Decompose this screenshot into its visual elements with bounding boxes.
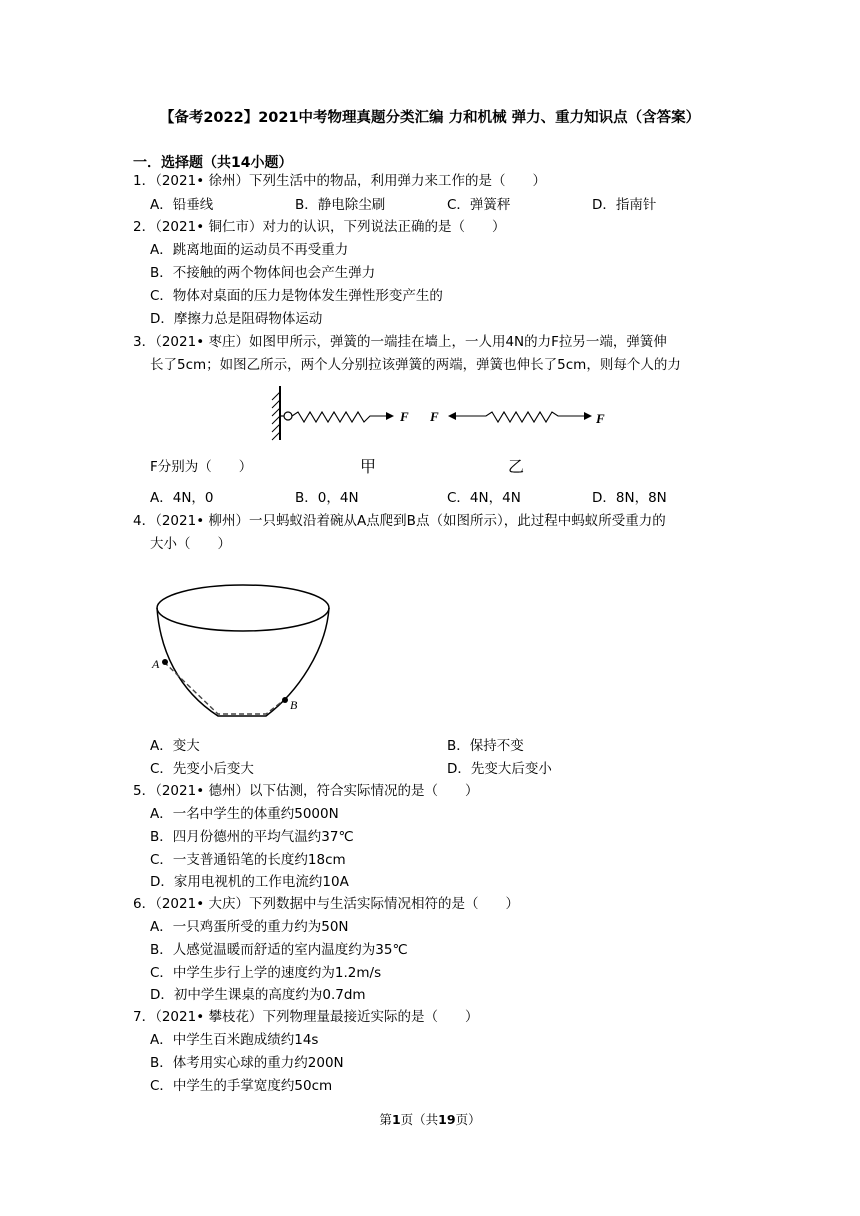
q1-option-b: B．静电除尘刷 bbox=[295, 197, 386, 213]
force-label-jia: F bbox=[400, 409, 409, 424]
figure-label-jia: 甲 bbox=[360, 457, 377, 476]
point-b-label: B bbox=[290, 698, 298, 712]
q6-option-b: B．人感觉温暖而舒适的室内温度约为35℃ bbox=[150, 942, 408, 958]
arrow-icon bbox=[584, 412, 592, 420]
force-label-yi-right: F bbox=[596, 411, 605, 426]
question-3-stem-line2: 长了5cm；如图乙所示，两个人分别拉该弹簧的两端，弹簧也伸长了5cm，则每个人的力 bbox=[150, 357, 681, 373]
section-heading: 一．选择题（共14小题） bbox=[133, 155, 293, 171]
q7-option-c: C．中学生的手掌宽度约50cm bbox=[150, 1078, 333, 1094]
page-footer bbox=[0, 1110, 860, 1128]
point-a-dot bbox=[162, 659, 168, 665]
q4-option-d: D．先变大后变小 bbox=[447, 761, 552, 777]
q2-option-b: B．不接触的两个物体间也会产生弹力 bbox=[150, 265, 376, 281]
q1-option-a: A．铅垂线 bbox=[150, 197, 214, 213]
q7-option-b: B．体考用实心球的重力约200N bbox=[150, 1055, 344, 1071]
question-2-stem: 2．（2021• 铜仁市）对力的认识，下列说法正确的是（ ） bbox=[133, 219, 506, 235]
arrow-icon bbox=[448, 412, 456, 420]
question-5-stem: 5．（2021• 德州）以下估测，符合实际情况的是（ ） bbox=[133, 783, 479, 799]
q1-option-d: D．指南针 bbox=[592, 197, 657, 213]
page-title: 【备考2022】2021中考物理真题分类汇编 力和机械 弹力、重力知识点（含答案） bbox=[159, 110, 701, 126]
question-3-stem-line1: 3．（2021• 枣庄）如图甲所示，弹簧的一端挂在墙上，一人用4N的力F拉另一端，弹簧伸 bbox=[133, 334, 667, 350]
spring-yi bbox=[456, 412, 584, 422]
q2-option-c: C．物体对桌面的压力是物体发生弹性形变产生的 bbox=[150, 288, 443, 304]
bowl-rim bbox=[157, 585, 329, 631]
point-b-dot bbox=[282, 697, 288, 703]
force-label-yi-left: F bbox=[430, 409, 439, 424]
spring-figure bbox=[262, 382, 622, 452]
q5-option-c: C．一支普通铅笔的长度约18cm bbox=[150, 852, 346, 868]
footer-suffix: 页） bbox=[455, 1112, 481, 1127]
q4-option-b: B．保持不变 bbox=[447, 738, 524, 754]
footer-page-number: 1 bbox=[391, 1112, 401, 1127]
q5-option-d: D．家用电视机的工作电流约10A bbox=[150, 874, 349, 890]
question-3-stem-line3: F分别为（ ） bbox=[150, 459, 253, 475]
q5-option-a: A．一名中学生的体重约5000N bbox=[150, 806, 339, 822]
wall-hatching bbox=[272, 392, 280, 440]
spring-jia bbox=[292, 412, 386, 422]
bowl-figure bbox=[148, 580, 338, 725]
q6-option-a: A．一只鸡蛋所受的重力约为50N bbox=[150, 919, 349, 935]
q7-option-a: A．中学生百米跑成绩约14s bbox=[150, 1032, 319, 1048]
spring-ring bbox=[284, 412, 292, 420]
q3-option-d: D．8N，8N bbox=[592, 490, 667, 506]
figure-label-yi: 乙 bbox=[508, 457, 525, 476]
ant-path bbox=[164, 662, 284, 714]
q3-option-a: A．4N，0 bbox=[150, 490, 214, 506]
point-a-label: A bbox=[152, 657, 160, 671]
q2-option-a: A．跳离地面的运动员不再受重力 bbox=[150, 242, 349, 258]
q3-option-b: B．0，4N bbox=[295, 490, 359, 506]
q4-option-a: A．变大 bbox=[150, 738, 200, 754]
question-7-stem: 7．（2021• 攀枝花）下列物理量最接近实际的是（ ） bbox=[133, 1009, 479, 1025]
q1-option-c: C．弹簧秤 bbox=[447, 197, 511, 213]
question-4-stem-line1: 4．（2021• 柳州）一只蚂蚁沿着碗从A点爬到B点（如图所示），此过程中蚂蚁所受重力的 bbox=[133, 513, 666, 529]
question-1-stem: 1．（2021• 徐州）下列生活中的物品，利用弹力来工作的是（ ） bbox=[133, 173, 546, 189]
question-6-stem: 6．（2021• 大庆）下列数据中与生活实际情况相符的是（ ） bbox=[133, 896, 519, 912]
footer-prefix: 第 bbox=[379, 1112, 392, 1127]
q6-option-d: D．初中学生课桌的高度约为0.7dm bbox=[150, 987, 366, 1003]
q4-option-c: C．先变小后变大 bbox=[150, 761, 254, 777]
q6-option-c: C．中学生步行上学的速度约为1.2m/s bbox=[150, 965, 382, 981]
q2-option-d: D．摩擦力总是阻碍物体运动 bbox=[150, 311, 323, 327]
footer-total-pages: 19 bbox=[438, 1112, 456, 1127]
footer-mid: 页（共 bbox=[400, 1112, 439, 1127]
q3-option-c: C．4N，4N bbox=[447, 490, 521, 506]
arrow-icon bbox=[386, 412, 394, 420]
q5-option-b: B．四月份德州的平均气温约37℃ bbox=[150, 829, 354, 845]
question-4-stem-line2: 大小（ ） bbox=[150, 536, 231, 552]
